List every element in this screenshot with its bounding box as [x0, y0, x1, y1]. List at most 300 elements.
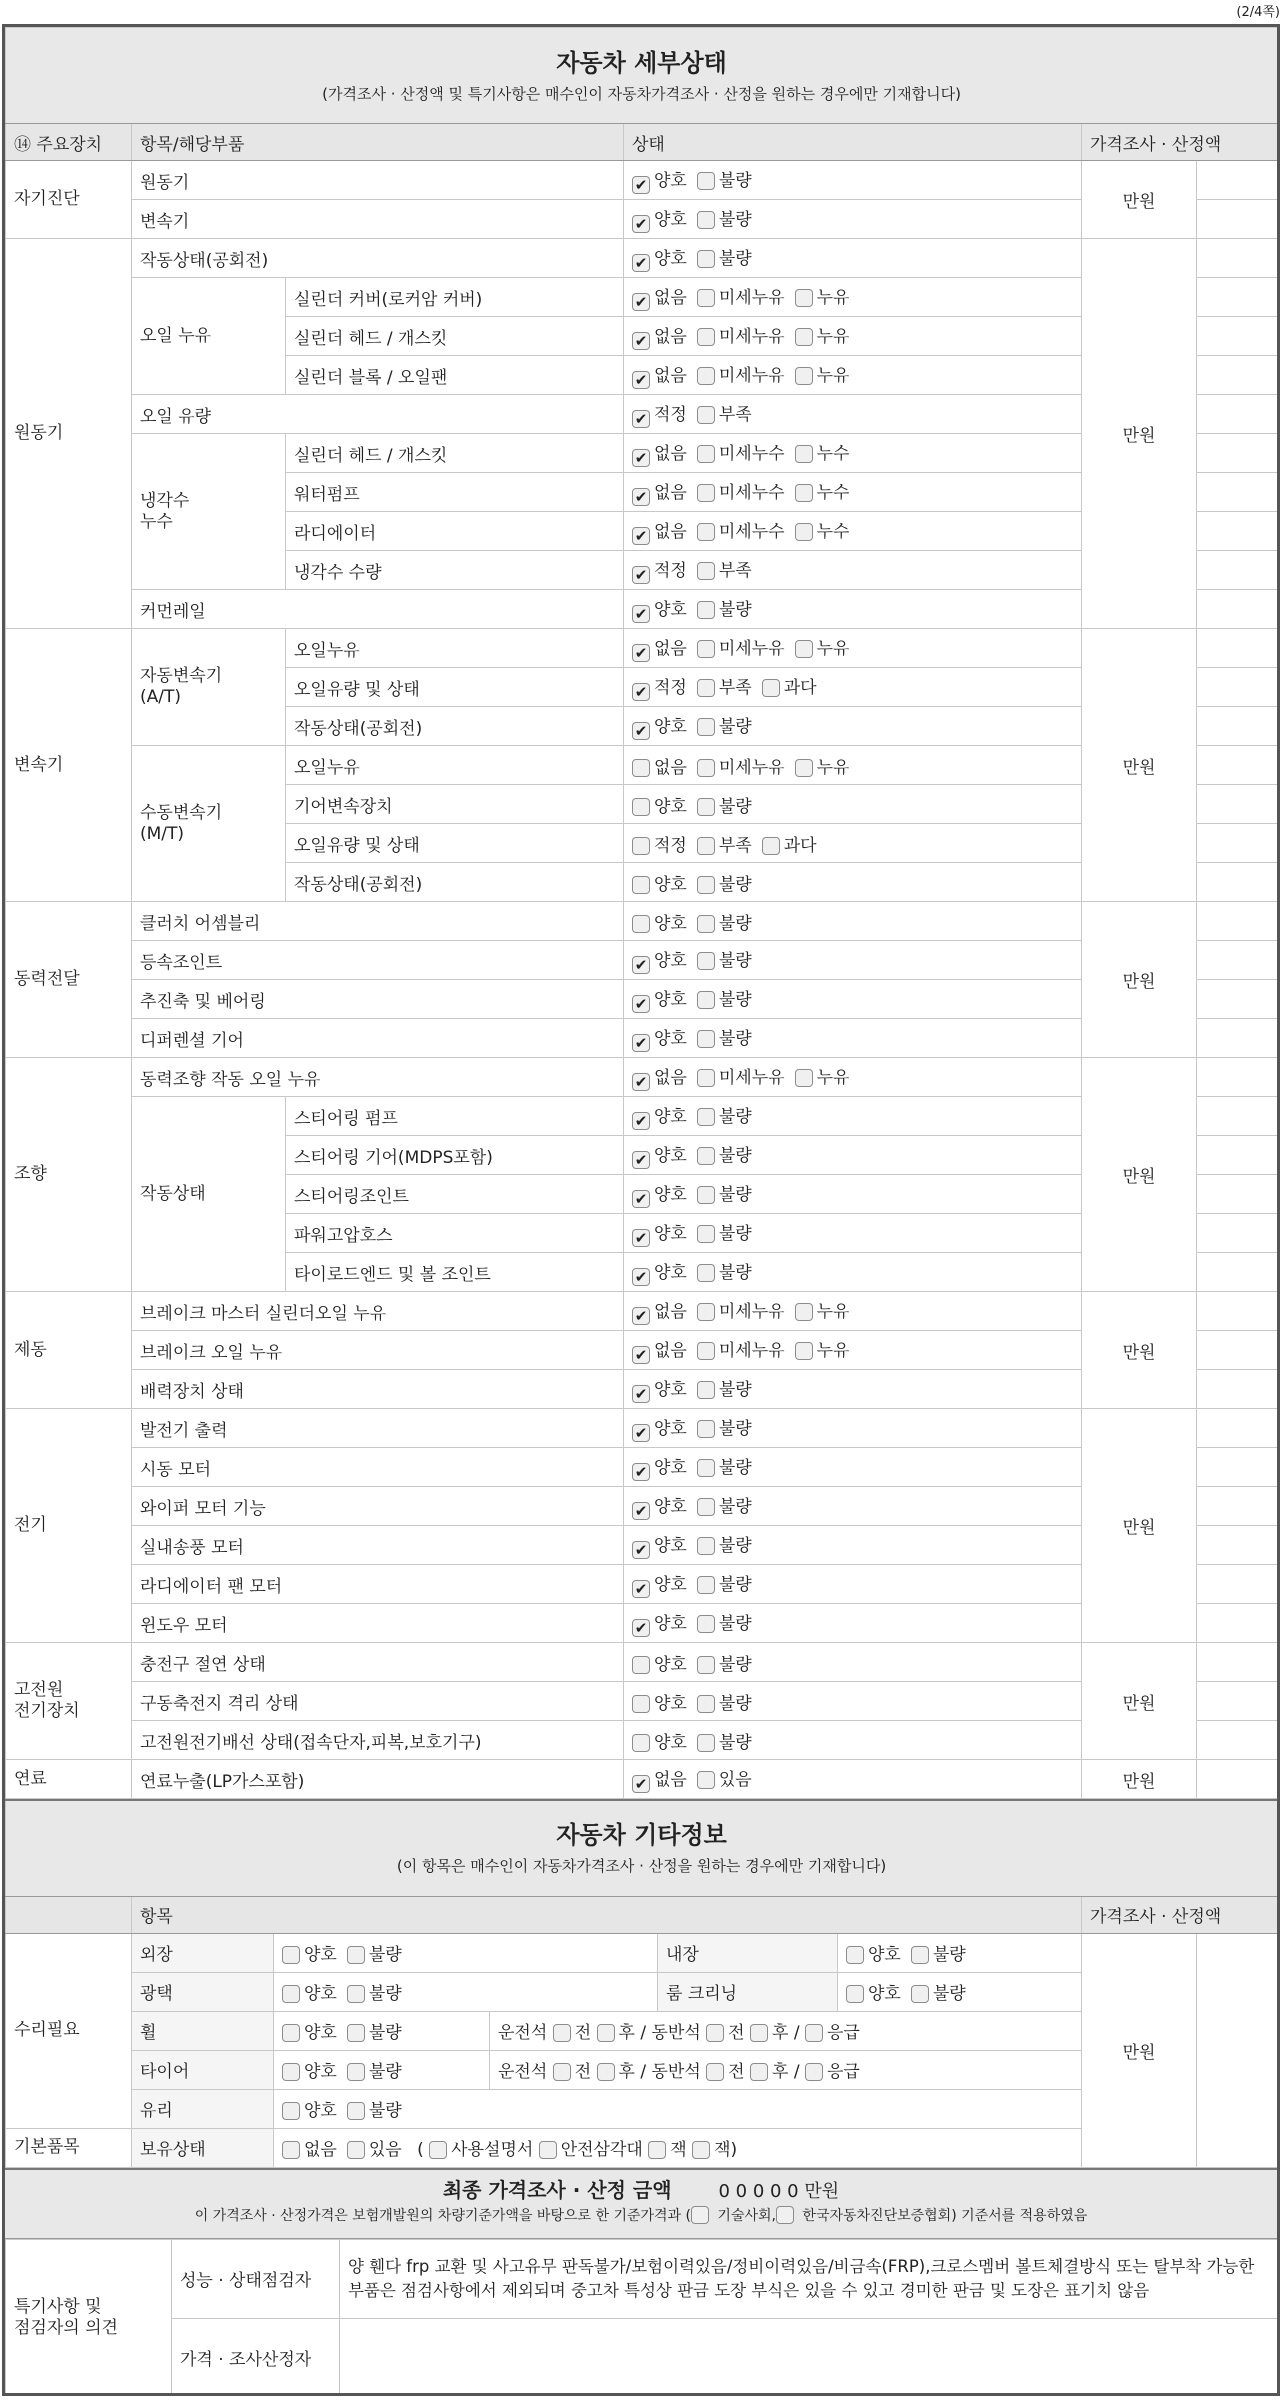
- checkbox[interactable]: [632, 1346, 650, 1364]
- option-good[interactable]: [632, 1453, 687, 1481]
- option-good[interactable]: [632, 1728, 687, 1753]
- checkbox[interactable]: [697, 250, 715, 268]
- room-clean-bad[interactable]: [911, 1979, 966, 2004]
- option-short[interactable]: [697, 831, 752, 856]
- checkbox[interactable]: [697, 328, 715, 346]
- checkbox[interactable]: [632, 254, 650, 272]
- checkbox[interactable]: [632, 1463, 650, 1481]
- option-good[interactable]: [632, 1531, 687, 1559]
- checkbox[interactable]: [697, 523, 715, 541]
- checkbox[interactable]: [697, 876, 715, 894]
- option-leak[interactable]: [795, 1063, 850, 1088]
- checkbox[interactable]: [632, 566, 650, 584]
- checkbox[interactable]: [762, 837, 780, 855]
- remarks-pricer-text[interactable]: [340, 2318, 1278, 2396]
- option-bad[interactable]: [697, 1180, 752, 1205]
- option-good[interactable]: [632, 1609, 687, 1637]
- option-bad[interactable]: [697, 870, 752, 895]
- checkbox[interactable]: [632, 1734, 650, 1752]
- option-bad[interactable]: [697, 1728, 752, 1753]
- price-cell[interactable]: [1197, 161, 1278, 200]
- checkbox[interactable]: [632, 605, 650, 623]
- checkbox[interactable]: [632, 293, 650, 311]
- option-good[interactable]: [632, 1650, 687, 1675]
- price-cell[interactable]: [1197, 746, 1278, 785]
- checkbox[interactable]: [632, 176, 650, 194]
- wheel-driver-front-checkbox[interactable]: [553, 2024, 571, 2042]
- gloss-bad-checkbox[interactable]: [347, 1985, 365, 2003]
- checkbox[interactable]: [632, 683, 650, 701]
- price-cell[interactable]: [1197, 707, 1278, 746]
- checkbox[interactable]: [697, 562, 715, 580]
- option-proper[interactable]: [632, 831, 687, 856]
- option-short[interactable]: [697, 556, 752, 581]
- checkbox[interactable]: [632, 1619, 650, 1637]
- price-cell[interactable]: [1197, 1175, 1278, 1214]
- checkbox[interactable]: [697, 1459, 715, 1477]
- checkbox[interactable]: [795, 1069, 813, 1087]
- option-good[interactable]: [632, 712, 687, 740]
- checkbox[interactable]: [697, 1656, 715, 1674]
- checkbox[interactable]: [697, 991, 715, 1009]
- checkbox[interactable]: [697, 1576, 715, 1594]
- glass-good-checkbox[interactable]: [282, 2102, 300, 2120]
- option-good[interactable]: [632, 1102, 687, 1130]
- checkbox[interactable]: [795, 759, 813, 777]
- exterior-good[interactable]: [282, 1940, 337, 1965]
- wheel-bad-checkbox[interactable]: [347, 2024, 365, 2042]
- option-bad[interactable]: [697, 1650, 752, 1675]
- gloss-good[interactable]: [282, 1979, 337, 2004]
- option-good[interactable]: [632, 1570, 687, 1598]
- checkbox[interactable]: [632, 759, 650, 777]
- checkbox[interactable]: [632, 1541, 650, 1559]
- option-short[interactable]: [697, 673, 752, 698]
- option-proper[interactable]: [632, 673, 687, 701]
- option-label: 미세누유: [718, 288, 785, 308]
- price-cell[interactable]: [1197, 1409, 1278, 1448]
- price-cell[interactable]: [1197, 1370, 1278, 1409]
- option-bad[interactable]: [697, 595, 752, 620]
- checkbox[interactable]: [795, 640, 813, 658]
- checkbox[interactable]: [697, 1186, 715, 1204]
- room-clean-good[interactable]: [846, 1979, 901, 2004]
- checkbox[interactable]: [632, 798, 650, 816]
- option-leak[interactable]: [795, 283, 850, 308]
- checkbox[interactable]: [697, 211, 715, 229]
- option-bad[interactable]: [697, 1219, 752, 1244]
- option-bad[interactable]: [697, 1689, 752, 1714]
- option-leak[interactable]: [795, 322, 850, 347]
- wheel-good[interactable]: [282, 2018, 337, 2043]
- option-good[interactable]: [632, 909, 687, 934]
- price-cell[interactable]: [1197, 1487, 1278, 1526]
- option-bad[interactable]: [697, 985, 752, 1010]
- option-excess[interactable]: [762, 831, 817, 856]
- tire-pass-rear-checkbox[interactable]: [750, 2063, 768, 2081]
- jack-a-checkbox[interactable]: [648, 2141, 666, 2159]
- option-good[interactable]: [632, 985, 687, 1013]
- option-label: 불량: [932, 1984, 966, 2004]
- option-minor-leak[interactable]: [697, 361, 785, 386]
- option-minor-leak[interactable]: [697, 322, 785, 347]
- holding-none-checkbox[interactable]: [282, 2141, 300, 2159]
- detail-body: [6, 161, 1278, 1799]
- checkbox[interactable]: [632, 1656, 650, 1674]
- checkbox[interactable]: [632, 1307, 650, 1325]
- price-cell[interactable]: [1197, 1526, 1278, 1565]
- price-cell[interactable]: [1197, 1097, 1278, 1136]
- checkbox[interactable]: [697, 1537, 715, 1555]
- option-good[interactable]: [632, 1689, 687, 1714]
- checkbox[interactable]: [697, 798, 715, 816]
- checkbox[interactable]: [632, 1034, 650, 1052]
- checkbox[interactable]: [632, 488, 650, 506]
- option-bad[interactable]: [697, 946, 752, 971]
- option-label: 양호: [304, 1945, 337, 1965]
- option-minor-leak[interactable]: [697, 1063, 785, 1088]
- checkbox[interactable]: [697, 1381, 715, 1399]
- checkbox[interactable]: [697, 1264, 715, 1282]
- option-minor-leak[interactable]: [697, 283, 785, 308]
- option-bad[interactable]: [697, 166, 752, 191]
- price-cell[interactable]: [1197, 1253, 1278, 1292]
- price-cell[interactable]: [1197, 1058, 1278, 1097]
- price-cell[interactable]: [1197, 1292, 1278, 1331]
- option-wleak[interactable]: [795, 439, 850, 464]
- checkbox[interactable]: [632, 1112, 650, 1130]
- checkbox[interactable]: [762, 679, 780, 697]
- option-exist[interactable]: [697, 1765, 752, 1790]
- kadi-checkbox[interactable]: [776, 2206, 794, 2224]
- checkbox[interactable]: [632, 1424, 650, 1442]
- price-cell[interactable]: [1197, 902, 1278, 941]
- checkbox[interactable]: [632, 215, 650, 233]
- option-none[interactable]: [632, 1765, 687, 1793]
- item-label: 실린더 블록 / 오일팬: [286, 356, 624, 395]
- tire-driver-front-checkbox[interactable]: [553, 2063, 571, 2081]
- option-good[interactable]: [632, 1219, 687, 1247]
- tire-good[interactable]: [282, 2057, 337, 2082]
- price-cell[interactable]: [1197, 473, 1278, 512]
- checkbox[interactable]: [632, 1151, 650, 1169]
- option-good[interactable]: [632, 244, 687, 272]
- checkbox[interactable]: [632, 1580, 650, 1598]
- checkbox[interactable]: [697, 445, 715, 463]
- price-cell[interactable]: [1197, 434, 1278, 473]
- checkbox[interactable]: [632, 1190, 650, 1208]
- option-none[interactable]: [632, 322, 687, 350]
- interior-bad-checkbox[interactable]: [911, 1946, 929, 1964]
- gloss-bad[interactable]: [347, 1979, 402, 2004]
- checkbox[interactable]: [795, 328, 813, 346]
- option-bad[interactable]: [697, 205, 752, 230]
- option-bad[interactable]: [697, 1609, 752, 1634]
- checkbox[interactable]: [795, 523, 813, 541]
- exterior-bad-checkbox[interactable]: [347, 1946, 365, 1964]
- tire-bad-checkbox[interactable]: [347, 2063, 365, 2081]
- checkbox[interactable]: [697, 759, 715, 777]
- option-bad[interactable]: [697, 1414, 752, 1439]
- option-none[interactable]: [632, 517, 687, 545]
- wheel-bad[interactable]: [347, 2018, 402, 2043]
- checkbox[interactable]: [632, 1695, 650, 1713]
- checkbox[interactable]: [697, 1342, 715, 1360]
- interior-good-checkbox[interactable]: [846, 1946, 864, 1964]
- price-cell[interactable]: [1197, 785, 1278, 824]
- checkbox[interactable]: [697, 1695, 715, 1713]
- price-cell[interactable]: [1197, 629, 1278, 668]
- interior-bad[interactable]: [911, 1940, 966, 1965]
- checkbox[interactable]: [697, 601, 715, 619]
- exterior-good-checkbox[interactable]: [282, 1946, 300, 1964]
- option-good[interactable]: [632, 205, 687, 233]
- checkbox[interactable]: [632, 449, 650, 467]
- other-price-cell[interactable]: [1197, 1933, 1278, 2167]
- price-cell[interactable]: [1197, 512, 1278, 551]
- price-cell[interactable]: [1197, 239, 1278, 278]
- option-none[interactable]: [632, 361, 687, 389]
- price-cell[interactable]: [1197, 1682, 1278, 1721]
- option-minor-leak[interactable]: [697, 1336, 785, 1361]
- glass-bad-checkbox[interactable]: [347, 2102, 365, 2120]
- option-bad[interactable]: [697, 1492, 752, 1517]
- option-good[interactable]: [632, 1375, 687, 1403]
- option-bad[interactable]: [697, 909, 752, 934]
- checkbox[interactable]: [697, 406, 715, 424]
- checkbox[interactable]: [632, 837, 650, 855]
- option-bad[interactable]: [697, 1570, 752, 1595]
- room-clean-bad-checkbox[interactable]: [911, 1985, 929, 2003]
- option-proper[interactable]: [632, 400, 687, 428]
- option-good[interactable]: [632, 1024, 687, 1052]
- detail-row: [6, 1292, 1278, 1331]
- checkbox[interactable]: [632, 1502, 650, 1520]
- option-good[interactable]: [632, 166, 687, 194]
- tire-driver-rear-checkbox[interactable]: [597, 2063, 615, 2081]
- price-cell[interactable]: [1197, 395, 1278, 434]
- checkbox[interactable]: [795, 484, 813, 502]
- price-cell[interactable]: [1197, 1643, 1278, 1682]
- checkbox[interactable]: [795, 289, 813, 307]
- option-none[interactable]: [632, 439, 687, 467]
- price-cell[interactable]: [1197, 1331, 1278, 1370]
- option-label: 미세누유: [718, 366, 785, 386]
- checkbox[interactable]: [697, 1771, 715, 1789]
- option-bad[interactable]: [697, 712, 752, 737]
- wheel-good-checkbox[interactable]: [282, 2024, 300, 2042]
- tire-good-checkbox[interactable]: [282, 2063, 300, 2081]
- detail-row: [6, 239, 1278, 278]
- item-label: 타이로드엔드 및 볼 조인트: [286, 1253, 624, 1292]
- checkbox[interactable]: [697, 1108, 715, 1126]
- option-bad[interactable]: [697, 1453, 752, 1478]
- wheel-emergency-checkbox[interactable]: [805, 2024, 823, 2042]
- tire-pass-front-checkbox[interactable]: [706, 2063, 724, 2081]
- wheel-pass-rear-checkbox[interactable]: [750, 2024, 768, 2042]
- interior-good[interactable]: [846, 1940, 901, 1965]
- option-minor-leak[interactable]: [697, 1297, 785, 1322]
- price-cell[interactable]: [1197, 668, 1278, 707]
- checkbox[interactable]: [697, 679, 715, 697]
- price-cell[interactable]: [1197, 1136, 1278, 1175]
- checkbox[interactable]: [632, 1385, 650, 1403]
- checkbox[interactable]: [632, 410, 650, 428]
- checkbox[interactable]: [795, 1342, 813, 1360]
- checkbox[interactable]: [632, 527, 650, 545]
- tech-society-checkbox[interactable]: [691, 2206, 709, 2224]
- option-bad[interactable]: [697, 244, 752, 269]
- checkbox[interactable]: [697, 1734, 715, 1752]
- checkbox[interactable]: [697, 1303, 715, 1321]
- option-excess[interactable]: [762, 673, 817, 698]
- option-leak[interactable]: [795, 634, 850, 659]
- option-good[interactable]: [632, 595, 687, 623]
- option-bad[interactable]: [697, 1102, 752, 1127]
- price-cell[interactable]: [1197, 1721, 1278, 1760]
- price-cell[interactable]: [1197, 1604, 1278, 1643]
- option-good[interactable]: [632, 1414, 687, 1442]
- checkbox[interactable]: [697, 1498, 715, 1516]
- option-bad[interactable]: [697, 1531, 752, 1556]
- price-cell[interactable]: [1197, 1214, 1278, 1253]
- option-leak[interactable]: [795, 1297, 850, 1322]
- price-cell[interactable]: [1197, 551, 1278, 590]
- checkbox[interactable]: [632, 876, 650, 894]
- checkbox[interactable]: [795, 1303, 813, 1321]
- option-bad[interactable]: [697, 1141, 752, 1166]
- checkbox[interactable]: [795, 367, 813, 385]
- checkbox[interactable]: [697, 952, 715, 970]
- option-bad[interactable]: [697, 792, 752, 817]
- checkbox[interactable]: [795, 445, 813, 463]
- checkbox[interactable]: [697, 915, 715, 933]
- price-cell[interactable]: [1197, 1565, 1278, 1604]
- item-label: 작동상태(공회전): [286, 707, 624, 746]
- price-cell[interactable]: [1197, 980, 1278, 1019]
- manual-checkbox[interactable]: [429, 2141, 447, 2159]
- price-cell[interactable]: [1197, 824, 1278, 863]
- holding-none[interactable]: [282, 2135, 337, 2160]
- holding-exist-checkbox[interactable]: [347, 2141, 365, 2159]
- option-none[interactable]: [632, 634, 687, 662]
- checkbox[interactable]: [697, 1147, 715, 1165]
- checkbox[interactable]: [632, 1775, 650, 1793]
- option-none[interactable]: [632, 283, 687, 311]
- checkbox[interactable]: [697, 718, 715, 736]
- price-cell[interactable]: [1197, 356, 1278, 395]
- checkbox[interactable]: [697, 837, 715, 855]
- checkbox[interactable]: [632, 995, 650, 1013]
- price-cell[interactable]: [1197, 1448, 1278, 1487]
- price-cell[interactable]: [1197, 200, 1278, 239]
- checkbox[interactable]: [697, 289, 715, 307]
- checkbox[interactable]: [697, 640, 715, 658]
- tire-bad[interactable]: [347, 2057, 402, 2082]
- option-minor-wleak[interactable]: [697, 439, 785, 464]
- option-leak[interactable]: [795, 361, 850, 386]
- option-minor-leak[interactable]: [697, 753, 785, 778]
- glass-good[interactable]: [282, 2096, 337, 2121]
- checkbox[interactable]: [632, 915, 650, 933]
- wheel-driver-rear-checkbox[interactable]: [597, 2024, 615, 2042]
- checkbox[interactable]: [697, 1225, 715, 1243]
- price-cell[interactable]: [1197, 863, 1278, 902]
- checkbox[interactable]: [632, 644, 650, 662]
- option-bad[interactable]: [697, 1024, 752, 1049]
- checkbox[interactable]: [697, 1069, 715, 1087]
- option-minor-leak[interactable]: [697, 634, 785, 659]
- option-proper[interactable]: [632, 556, 687, 584]
- checkbox[interactable]: [697, 1030, 715, 1048]
- option-none[interactable]: [632, 1336, 687, 1364]
- checkbox[interactable]: [632, 1229, 650, 1247]
- option-none[interactable]: [632, 753, 687, 778]
- price-cell[interactable]: [1197, 317, 1278, 356]
- option-good[interactable]: [632, 870, 687, 895]
- checkbox[interactable]: [697, 1615, 715, 1633]
- price-cell[interactable]: [1197, 278, 1278, 317]
- holding-exist[interactable]: [347, 2135, 402, 2160]
- checkbox[interactable]: [697, 172, 715, 190]
- option-none[interactable]: [632, 1297, 687, 1325]
- option-wleak[interactable]: [795, 517, 850, 542]
- checkbox[interactable]: [632, 1073, 650, 1091]
- option-leak[interactable]: [795, 1336, 850, 1361]
- price-cell[interactable]: [1197, 1760, 1278, 1799]
- checkbox[interactable]: [697, 484, 715, 502]
- item-label: 충전구 절연 상태: [132, 1643, 624, 1682]
- option-short[interactable]: [697, 400, 752, 425]
- option-label: 양호: [654, 1263, 687, 1283]
- option-good[interactable]: [632, 1258, 687, 1286]
- checkbox[interactable]: [632, 332, 650, 350]
- price-cell[interactable]: [1197, 941, 1278, 980]
- exterior-bad[interactable]: [347, 1940, 402, 1965]
- room-clean-good-checkbox[interactable]: [846, 1985, 864, 2003]
- option-good[interactable]: [632, 1141, 687, 1169]
- wheel-pass-front-checkbox[interactable]: [706, 2024, 724, 2042]
- option-wleak[interactable]: [795, 478, 850, 503]
- option-leak[interactable]: [795, 753, 850, 778]
- checkbox[interactable]: [632, 956, 650, 974]
- option-label: 불량: [718, 1419, 752, 1439]
- price-cell[interactable]: [1197, 1019, 1278, 1058]
- tire-emergency-checkbox[interactable]: [805, 2063, 823, 2081]
- option-none[interactable]: [632, 478, 687, 506]
- gloss-good-checkbox[interactable]: [282, 1985, 300, 2003]
- option-minor-wleak[interactable]: [697, 517, 785, 542]
- option-good[interactable]: [632, 946, 687, 974]
- option-none[interactable]: [632, 1063, 687, 1091]
- option-minor-wleak[interactable]: [697, 478, 785, 503]
- jack-b-checkbox[interactable]: [692, 2141, 710, 2159]
- option-bad[interactable]: [697, 1375, 752, 1400]
- option-bad[interactable]: [697, 1258, 752, 1283]
- checkbox[interactable]: [697, 367, 715, 385]
- option-good[interactable]: [632, 1180, 687, 1208]
- checkbox[interactable]: [632, 1268, 650, 1286]
- checkbox[interactable]: [632, 371, 650, 389]
- checkbox[interactable]: [632, 722, 650, 740]
- triangle-checkbox[interactable]: [539, 2141, 557, 2159]
- glass-bad[interactable]: [347, 2096, 402, 2121]
- checkbox[interactable]: [697, 1420, 715, 1438]
- price-cell[interactable]: [1197, 590, 1278, 629]
- option-label: 누유: [816, 288, 850, 308]
- option-good[interactable]: [632, 792, 687, 817]
- option-good[interactable]: [632, 1492, 687, 1520]
